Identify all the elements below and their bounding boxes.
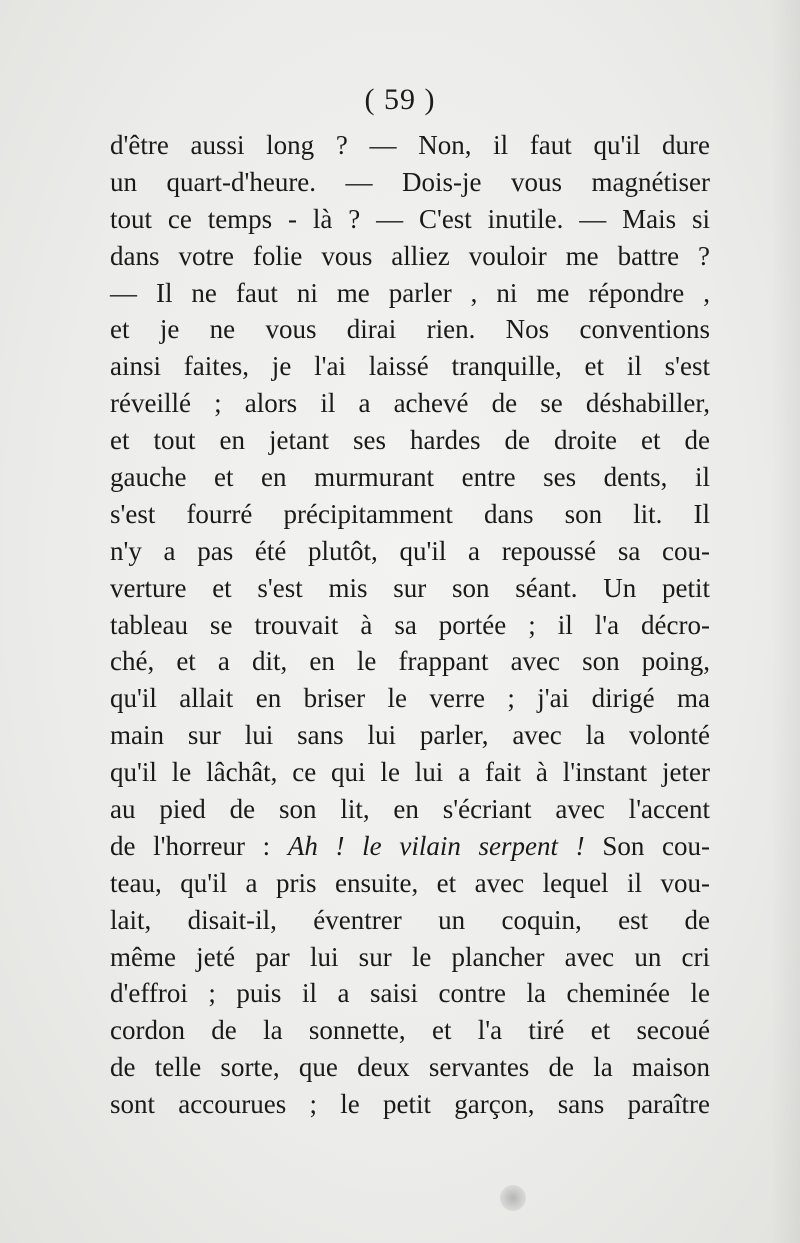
page-edge-shadow: [770, 0, 800, 1243]
text-line: même jeté par lui sur le plancher avec un cri: [110, 941, 710, 972]
text-line: lait, disait-il, éventrer un coquin, est de: [110, 904, 710, 935]
text-line: et tout en jetant ses hardes de droite et de: [110, 425, 710, 456]
text-line: tout ce temps - là ? — C'est inutile. — Mais si: [110, 203, 710, 234]
text-line: ché, et a dit, en le frappant avec son poing,: [110, 646, 710, 677]
text-line: réveillé ; alors il a achevé de se déshabiller,: [110, 388, 710, 419]
text-line: de telle sorte, que deux servantes de la maison: [110, 1052, 710, 1083]
text-line: s'est fourré précipitamment dans son lit. Il: [110, 498, 710, 529]
text-line: ainsi faites, je l'ai laissé tranquille, et il s'est: [110, 351, 710, 382]
text-line: sont accourues ; le petit garçon, sans paraître: [110, 1089, 710, 1120]
text-line-with-italic: [110, 828, 710, 865]
text-line: qu'il allait en briser le verre ; j'ai dirigé ma: [110, 683, 710, 714]
text-line: n'y a pas été plutôt, qu'il a repoussé sa cou-: [110, 535, 710, 566]
text-line: — Il ne faut ni me parler , ni me répondre ,: [110, 277, 710, 308]
text-line: gauche et en murmurant entre ses dents, il: [110, 462, 710, 493]
italic-exclamation: Ah ! le vilain serpent !: [287, 830, 585, 861]
text-line: cordon de la sonnette, et l'a tiré et secoué: [110, 1015, 710, 1046]
body-text: [110, 127, 710, 1123]
text-line: et je ne vous dirai rien. Nos conventions: [110, 314, 710, 345]
text-line: main sur lui sans lui parler, avec la volonté: [110, 720, 710, 751]
text-line: tableau se trouvait à sa portée ; il l'a décro-: [110, 609, 710, 640]
text-line: dans votre folie vous alliez vouloir me battre ?: [110, 240, 710, 271]
text-span: de l'horreur :: [110, 830, 288, 861]
text-line: d'être aussi long ? — Non, il faut qu'il dure: [110, 130, 710, 160]
text-line: teau, qu'il a pris ensuite, et avec lequel il vou-: [110, 867, 710, 898]
text-line: qu'il le lâchât, ce qui le lui a fait à l'instant jeter: [110, 757, 710, 788]
page-number: ( 59 ): [364, 83, 436, 116]
text-line: d'effroi ; puis il a saisi contre la cheminée le: [110, 978, 710, 1009]
ink-smudge: [500, 1185, 526, 1211]
text-line: au pied de son lit, en s'écriant avec l'accent: [110, 794, 710, 825]
text-line: verture et s'est mis sur son séant. Un petit: [110, 572, 710, 603]
text-line: un quart-d'heure. — Dois-je vous magnétiser: [110, 166, 710, 197]
text-span: Son cou-: [584, 830, 710, 861]
